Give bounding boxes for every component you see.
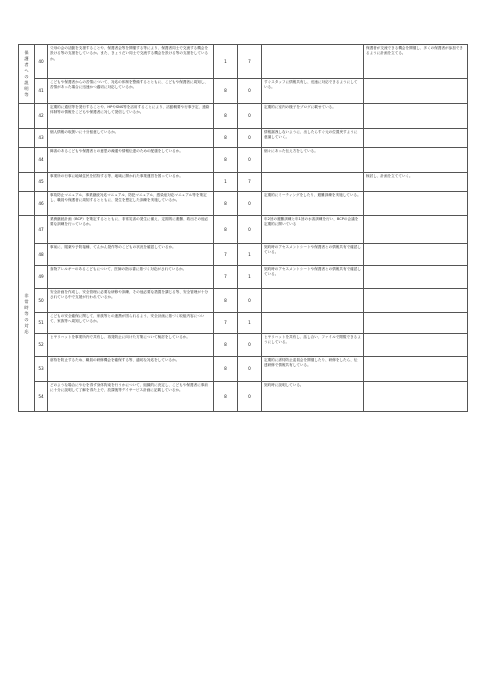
item-number: 43 (35, 129, 48, 148)
count-yes: 8 (214, 192, 238, 216)
item-text: 事業所の行事に地域住民を招待する等、地域に開かれた事業運営を図っているか。 (48, 173, 214, 192)
note-improvement (364, 357, 468, 382)
item-number: 42 (35, 104, 48, 129)
note-strength (262, 45, 364, 79)
table-row (19, 334, 468, 357)
item-number: 53 (35, 357, 48, 382)
section-label-char: 対 (24, 322, 29, 328)
count-yes: 7 (214, 313, 238, 334)
table-row (19, 266, 468, 289)
item-text: 事故防止マニュアル、事業継続対応マニュアル、防犯マニュアル、感染症対応マニュアル等を策定し、職員や保護者に周知するとともに、発生を想定した訓練を実施しているか。 (48, 192, 214, 216)
section-label (19, 129, 35, 148)
note-strength: 契約時のアセスメントシートや保護者との情報共有で確認している。 (262, 244, 364, 266)
table-row (19, 148, 468, 173)
item-text: 事前に、服薬や予防接種、てんかん発作等のこどもの状況を確認しているか。 (48, 244, 214, 266)
count-yes: 8 (214, 382, 238, 412)
section-label-char: へ (24, 68, 29, 73)
note-strength: 個々にあった伝え方をしている。 (262, 148, 364, 173)
note-strength: 情報漏洩しないように、出したらすぐ元の位置戻すように意識していく。 (262, 129, 364, 148)
item-text: 業務継続計画（BCP）を策定するとともに、非常災害の発生に備え、定期的に避難、救出その他必要な訓練を行っているか。 (48, 216, 214, 244)
item-number: 54 (35, 382, 48, 412)
count-yes: 8 (214, 104, 238, 129)
evaluation-table (18, 44, 468, 412)
item-text: 定期的に通信等を発行することや、HPやSNS等を活用することにより、活動概要や行事予定、連絡体制等の情報をこどもや保護者に対して発信しているか。 (48, 104, 214, 129)
table-row (19, 313, 468, 334)
evaluation-sheet (18, 44, 467, 412)
section-label-char: 保 (24, 50, 29, 55)
note-strength: 年2回の避難訓練と年1回の水害訓練を行い、BCPの会議を定期的に開いている (262, 216, 364, 244)
note-improvement (364, 289, 468, 313)
count-no: 0 (238, 357, 262, 382)
section-label-char: 護 (24, 56, 29, 61)
item-text: 個人情報の取扱いに十分留意しているか。 (48, 129, 214, 148)
section-label-char: 常 (24, 298, 29, 304)
count-no: 0 (238, 104, 262, 129)
table-row (19, 45, 468, 79)
section-label (19, 173, 35, 192)
section-label (19, 216, 35, 412)
note-improvement (364, 192, 468, 216)
count-no: 0 (238, 129, 262, 148)
table-row (19, 216, 468, 244)
section-label-char: 等 (24, 92, 29, 97)
note-strength: 定期的にミーティングをしたり、避難訓練を実施している。 (262, 192, 364, 216)
section-label-char: 応 (24, 328, 29, 334)
note-improvement (364, 148, 468, 173)
item-text: 障害のあるこどもや保護者との意思の疎通や情報伝達のための配慮をしているか。 (48, 148, 214, 173)
item-text: ヒヤリハットを事業所内で共有し、再発防止に向けた方策について検討をしているか。 (48, 334, 214, 357)
section-label-char: 明 (24, 86, 29, 91)
note-improvement: 検討し、計画を立てていく。 (364, 173, 468, 192)
note-strength: 契約時に説明している。 (262, 382, 364, 412)
table-row (19, 382, 468, 412)
count-no: 7 (238, 173, 262, 192)
count-no: 0 (238, 334, 262, 357)
table-body (19, 45, 468, 412)
count-no: 0 (238, 79, 262, 104)
note-improvement (364, 266, 468, 289)
note-strength: ヒヤリハットを共有し、話し合い、ファイルで閲覧できるようにしている。 (262, 334, 364, 357)
count-no: 1 (238, 244, 262, 266)
note-improvement (364, 313, 468, 334)
table-row (19, 104, 468, 129)
count-no: 1 (238, 313, 262, 334)
item-text: 食物アレルギーのあるこどもについて、医師の指示書に基づく対応がされているか。 (48, 266, 214, 289)
note-strength (262, 313, 364, 334)
note-improvement (364, 244, 468, 266)
count-yes: 8 (214, 334, 238, 357)
item-number: 44 (35, 148, 48, 173)
section-label (19, 45, 35, 104)
note-improvement: 保護者が交流できる機会を開催し、多くの保護者が参加できるように計画を立てる。 (364, 45, 468, 79)
count-no: 7 (238, 45, 262, 79)
count-yes: 8 (214, 148, 238, 173)
count-yes: 7 (214, 244, 238, 266)
table-row (19, 173, 468, 192)
section-label-char: 等 (24, 310, 29, 316)
item-number: 49 (35, 266, 48, 289)
table-row (19, 357, 468, 382)
item-text: こどもの安全確保に関して、家族等との連携が図られるよう、安全計画に基づく取組内容について、家族等へ周知しているか。 (48, 313, 214, 334)
count-yes: 1 (214, 173, 238, 192)
section-label (19, 192, 35, 216)
note-improvement (364, 216, 468, 244)
item-text: 安全計画を作成し、安全管理に必要な研修や訓練、その他必要な措置を講じる等、安全管理が十分されている中で支援が行われているか。 (48, 289, 214, 313)
count-no: 1 (238, 266, 262, 289)
section-label (19, 148, 35, 173)
item-text: どのような場合にやむを得ず身体拘束を行うかについて、組織的に決定し、こどもや保護者に事前に十分に説明して了解を得た上で、放課後等デイサービス計画に記載しているか。 (48, 382, 214, 412)
item-number: 41 (35, 79, 48, 104)
note-strength (262, 173, 364, 192)
table-row (19, 192, 468, 216)
section-label-char: 者 (24, 62, 29, 67)
section-label-char: 説 (24, 80, 29, 85)
note-strength (262, 289, 364, 313)
table-row (19, 129, 468, 148)
item-number: 51 (35, 313, 48, 334)
item-number: 50 (35, 289, 48, 313)
note-improvement (364, 79, 468, 104)
item-number: 52 (35, 334, 48, 357)
count-no: 0 (238, 382, 262, 412)
count-yes: 1 (214, 45, 238, 79)
note-improvement (364, 129, 468, 148)
item-number: 48 (35, 244, 48, 266)
count-yes: 8 (214, 79, 238, 104)
section-label-char: の (24, 74, 29, 79)
count-no: 0 (238, 216, 262, 244)
item-text: こどもや保護者からの苦情について、対応の体制を整備するとともに、こどもや保護者に周知し、苦情があった場合に迅速かつ適切に対応しているか。 (48, 79, 214, 104)
section-label-char: 非 (24, 292, 29, 298)
count-no: 0 (238, 192, 262, 216)
count-no: 0 (238, 289, 262, 313)
count-yes: 8 (214, 129, 238, 148)
note-improvement (364, 104, 468, 129)
item-text: 父母の会の活動を支援することや、保護者会等を開催する等により、保護者同士で交流する機会を設ける等の支援をしているか。また、きょうだい同士で交流する機会を設ける等の支援をしているか。 (48, 45, 214, 79)
item-number: 46 (35, 192, 48, 216)
note-strength: 定期的に虐待防止委員会を開催したり、研修をしたら、伝達研修で情報共有している。 (262, 357, 364, 382)
table-row (19, 289, 468, 313)
note-improvement (364, 382, 468, 412)
note-strength: すぐスタッフに情報共有し、迅速に対応できるようにしている。 (262, 79, 364, 104)
count-yes: 8 (214, 289, 238, 313)
item-number: 45 (35, 173, 48, 192)
item-number: 47 (35, 216, 48, 244)
count-yes: 8 (214, 216, 238, 244)
note-improvement (364, 334, 468, 357)
item-text: 虐待を防止するため、職員の研修機会を確保する等、適切な対応をしているか。 (48, 357, 214, 382)
section-label-char: の (24, 316, 29, 322)
table-row (19, 244, 468, 266)
item-number: 40 (35, 45, 48, 79)
section-label (19, 104, 35, 129)
section-label-char: 時 (24, 304, 29, 310)
count-yes: 8 (214, 357, 238, 382)
note-strength: 契約時のアセスメントシートや保護者との情報共有で確認している。 (262, 266, 364, 289)
count-no: 0 (238, 148, 262, 173)
table-row (19, 79, 468, 104)
note-strength: 定期的に室内の様子をブログに載せている。 (262, 104, 364, 129)
count-yes: 7 (214, 266, 238, 289)
